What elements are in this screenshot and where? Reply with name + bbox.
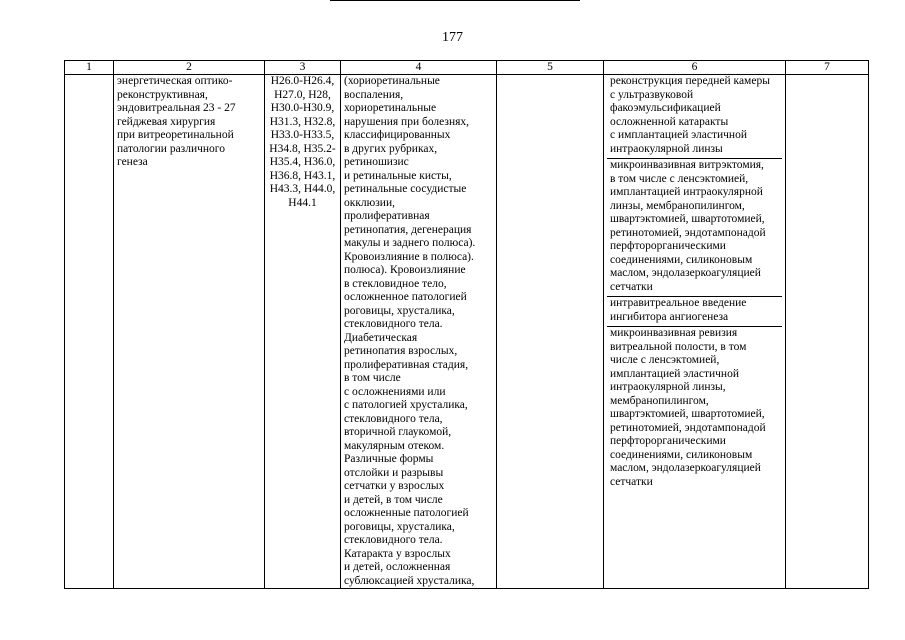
cell-cost — [786, 75, 869, 589]
cell-treatment-type — [497, 75, 604, 589]
column-header-4: 4 — [341, 61, 497, 75]
cell-icd-codes: H26.0-H26.4, H27.0, H28, H30.0-H30.9, H31.3, H32.8, H33.0-H33.5, H34.8, H35.2- H35.4, H36.0, H36.8, H43.1, H43.3, H44.0, H44.1 — [265, 75, 341, 589]
cell-model-patient: (хориоретинальные воспаления, хориоретинальные нарушения при болезнях, классифицированных в других рубриках, ретиношизис и ретинальные кисты, ретинальные сосудистые окклюзии, пролиферативная ретинопатия, дегенерация макулы и заднего полюса). Кровоизлияние в полюса). полюса). Кровоизлияние в стекловидное тело, осложненное патологией роговицы, хрусталика, стекловидного тела. Диабетическая ретинопатия взрослых, пролиферативная стадия, в том числе с осложнениями или с патологией хрусталика, стекловидного тела, вторичной глаукомой, макулярным отеком. Различные формы отслойки и разрывы сетчатки у взрослых и детей, в том числе осложненные патологией роговицы, хрусталика, стекловидного тела. Катаракта у взрослых и детей, осложненная сублюксацией хрусталика, — [341, 75, 497, 589]
procedures-table — [64, 60, 869, 589]
page-number: 177 — [442, 30, 463, 45]
table-row — [65, 75, 869, 589]
method-item: интравитреальное введение ингибитора ангиогенеза — [607, 297, 782, 327]
cell-care-type: энергетическая оптико- реконструктивная, эндовитреальная 23 - 27 гейджевая хирургия при витреоретинальной патологии различного генеза — [114, 75, 265, 589]
top-rule — [330, 0, 580, 1]
column-header-6: 6 — [604, 61, 786, 75]
column-header-3: 3 — [265, 61, 341, 75]
method-item: микроинвазивная витрэктомия, в том числе с ленсэктомией, имплантацией интраокулярной линзы, мембранопилингом, швартэктомией, швартотомией, ретинотомией, эндотампонадой перфторорганическими соединениями, силиконовым маслом, эндолазеркоагуляцией сетчатки — [607, 159, 782, 297]
column-header-2: 2 — [114, 61, 265, 75]
column-header-5: 5 — [497, 61, 604, 75]
method-item: реконструкция передней камеры с ультразвуковой факоэмульсификацией осложненной катаракты с имплантацией эластичной интраокулярной линзы — [607, 75, 782, 159]
method-item: микроинвазивная ревизия витреальной полости, в том числе с ленсэктомией, имплантацией эластичной интраокулярной линзы, мембранопилингом, швартэктомией, швартотомией, ретинотомией, эндотампонадой перфторорганическими соединениями, силиконовым маслом, эндолазеркоагуляцией сетчатки — [610, 327, 766, 488]
column-header-7: 7 — [786, 61, 869, 75]
column-header-1: 1 — [65, 61, 114, 75]
cell-number — [65, 75, 114, 589]
header-row — [65, 61, 869, 75]
cell-treatment-methods — [604, 75, 786, 589]
